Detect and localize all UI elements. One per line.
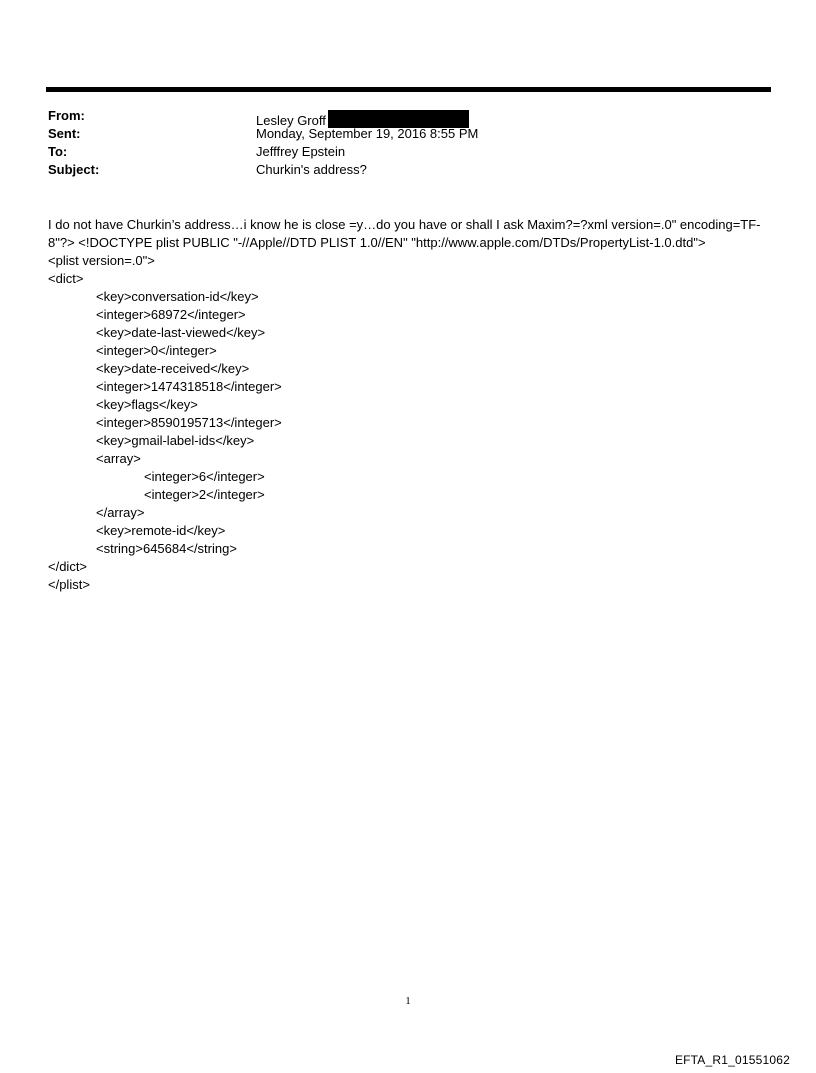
sender-name: Lesley Groff [256,113,326,128]
to-label: To: [48,144,68,159]
code-line: <key>remote-id</key> [96,523,226,538]
code-line: <key>date-received</key> [96,361,250,376]
code-line: </plist> [48,577,90,592]
email-body [48,216,778,594]
code-line: <key>date-last-viewed</key> [96,325,266,340]
subject-row [48,161,748,179]
sent-label: Sent: [48,126,81,141]
from-label: From: [48,108,85,123]
subject-value: Churkin's address? [256,162,367,177]
body-line-2: 8"?> <!DOCTYPE plist PUBLIC "-//Apple//DTD PLIST 1.0//EN" "http://www.apple.com/DTDs/PropertyList-1.0.dtd"> [48,235,706,250]
from-value [256,107,748,128]
code-line: <key>gmail-label-ids</key> [96,433,255,448]
sent-row [48,125,748,143]
to-value: Jefffrey Epstein [256,144,346,159]
sent-value: Monday, September 19, 2016 8:55 PM [256,126,479,141]
code-line: <integer>0</integer> [96,343,217,358]
code-line: <key>flags</key> [96,397,198,412]
code-line: <integer>2</integer> [144,487,265,502]
email-header-block [48,107,748,179]
code-line: </dict> [48,559,88,574]
code-line: <dict> [48,271,84,286]
from-row [48,107,748,128]
code-line: <integer>8590195713</integer> [96,415,282,430]
code-line: </array> [96,505,145,520]
code-line: <array> [96,451,141,466]
code-line: <integer>1474318518</integer> [96,379,282,394]
plist-open-line: <plist version=.0"> [48,253,155,268]
bates-number: EFTA_R1_01551062 [674,1053,790,1067]
code-line: <integer>6</integer> [144,469,265,484]
body-line-1: I do not have Churkin’s address…i know he is close =y…do you have or shall I ask Maxim?=?xml version=.0" encoding=TF- [48,217,761,232]
header-rule [46,87,771,92]
code-line: <string>645684</string> [96,541,237,556]
code-line: <key>conversation-id</key> [96,289,259,304]
subject-label: Subject: [48,162,100,177]
code-line: <integer>68972</integer> [96,307,246,322]
page-number: 1 [405,995,411,1007]
to-row [48,143,748,161]
